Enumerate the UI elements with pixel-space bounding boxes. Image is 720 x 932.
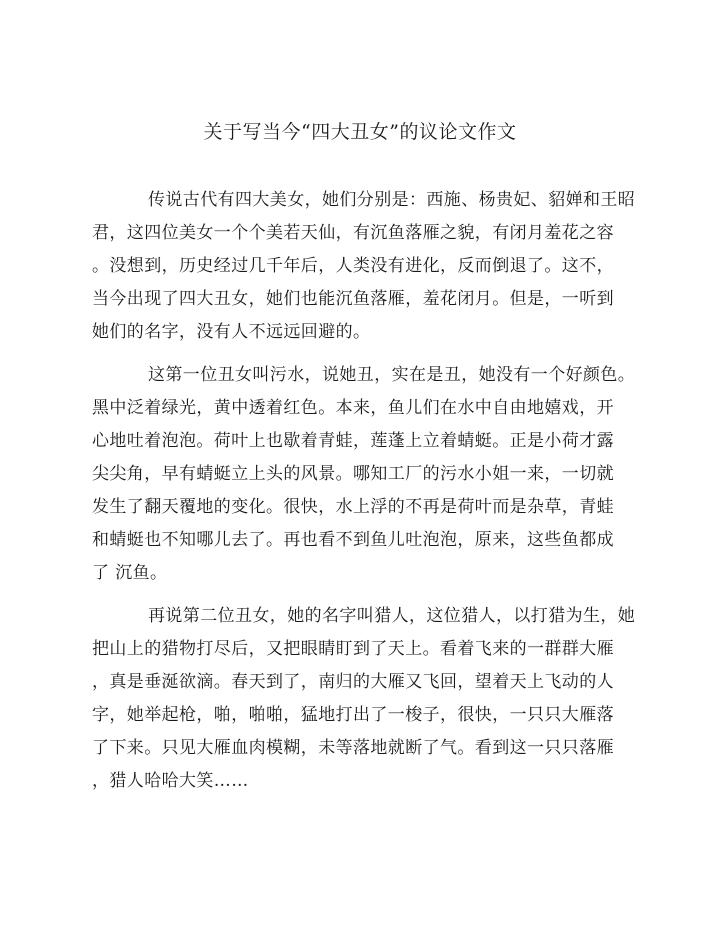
paragraph-1-line-4: 当今出现了四大丑女，她们也能沉鱼落雁，羞花闭月。但是，一听到	[92, 289, 614, 309]
paragraph-3-line-6: ，猎人哈哈大笑……	[92, 771, 249, 791]
paragraph-1-line-1: 传说古代有四大美女，她们分别是：西施、杨贵妃、貂婵和王昭	[148, 190, 636, 210]
paragraph-2-line-4: 尖尖角，早有蜻蜓立上头的风景。哪知工厂的污水小姐一来，一切就	[92, 464, 614, 484]
paragraph-2-line-7: 了 沉鱼。	[92, 563, 168, 583]
paragraph-3-line-2: 把山上的猎物打尽后，又把眼睛盯到了天上。看着飞来的一群群大雁	[92, 639, 614, 659]
paragraph-3-line-1: 再说第二位丑女，她的名字叫猎人，这位猎人，以打猎为生，她	[148, 606, 636, 626]
paragraph-1-line-5: 她们的名字，没有人不远远回避的。	[92, 322, 371, 342]
paragraph-3-line-5: 了下来。只见大雁血肉模糊，未等落地就断了气。看到这一只只落雁	[92, 738, 614, 758]
paragraph-3-line-3: ，真是垂涎欲滴。春天到了，南归的大雁又飞回，望着天上飞动的人	[92, 672, 614, 692]
paragraph-1-line-3: 。没想到，历史经过几千年后，人类没有进化，反而倒退了。这不，	[92, 256, 614, 276]
document-title: 关于写当今“四大丑女”的议论文作文	[203, 121, 517, 143]
paragraph-3-line-4: 字，她举起枪，啪，啪啪，猛地打出了一梭子，很快，一只只大雁落	[92, 705, 614, 725]
paragraph-2-line-6: 和蜻蜓也不知哪儿去了。再也看不到鱼儿吐泡泡，原来，这些鱼都成	[92, 530, 614, 550]
paragraph-2-line-5: 发生了翻天覆地的变化。很快，水上浮的不再是荷叶而是杂草，青蛙	[92, 497, 614, 517]
paragraph-2-line-3: 心地吐着泡泡。荷叶上也歇着青蛙，莲蓬上立着蜻蜓。正是小荷才露	[92, 431, 614, 451]
paragraph-1-line-2: 君，这四位美女一个个美若天仙，有沉鱼落雁之貌，有闭月羞花之容	[92, 223, 614, 243]
paragraph-2-line-2: 黑中泛着绿光，黄中透着红色。本来，鱼儿们在水中自由地嬉戏，开	[92, 398, 614, 418]
paragraph-2-line-1: 这第一位丑女叫污水，说她丑，实在是丑，她没有一个好颜色。	[148, 365, 636, 385]
